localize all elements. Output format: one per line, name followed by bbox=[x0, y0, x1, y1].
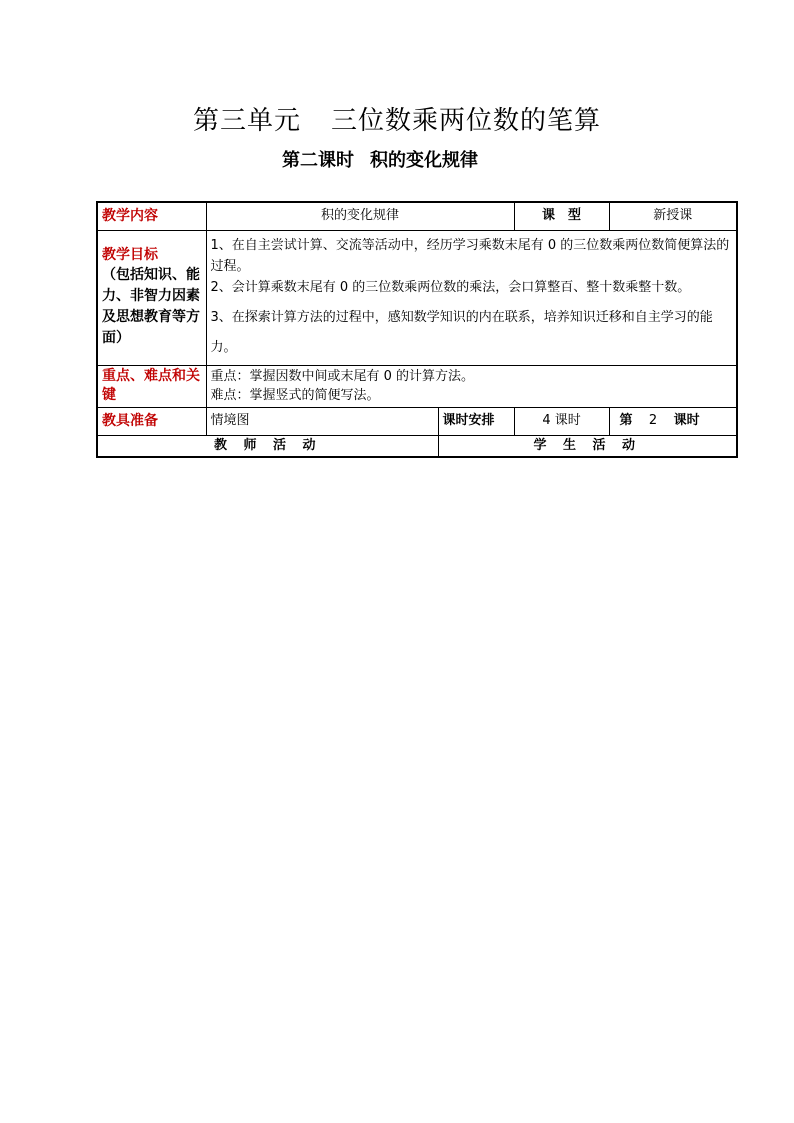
keypoints-content bbox=[206, 365, 737, 407]
tools-row bbox=[97, 407, 737, 435]
page-title bbox=[0, 100, 794, 137]
type-label: 课 型 bbox=[514, 202, 609, 230]
lesson-name: 积的变化规律 bbox=[370, 150, 478, 171]
keypoints-label: 重点、难点和关键 bbox=[97, 365, 206, 407]
lesson-number: 第二课时 bbox=[282, 150, 354, 171]
period-suffix: 课时 bbox=[673, 413, 700, 428]
difficult-point: 难点：掌握竖式的简便写法。 bbox=[210, 388, 380, 403]
goal-item: 1、在自主尝试计算、交流等活动中，经历学习乘数末尾有 0 的三位数乘两位数简便算法的过程。 bbox=[210, 237, 730, 274]
tools-label: 教具准备 bbox=[97, 407, 206, 435]
goals-label: 教学目标 bbox=[102, 246, 158, 263]
schedule-label: 课时安排 bbox=[438, 407, 514, 435]
tools-value: 情境图 bbox=[206, 407, 438, 435]
content-value: 积的变化规律 bbox=[206, 202, 514, 230]
key-point: 重点：掌握因数中间或末尾有 0 的计算方法。 bbox=[210, 369, 475, 384]
keypoints-row bbox=[97, 365, 737, 407]
period-number: 2 bbox=[648, 413, 658, 428]
goals-row bbox=[97, 230, 737, 365]
period-cell bbox=[609, 407, 737, 435]
goal-item: 3、在探索计算方法的过程中，感知数学知识的内在联系，培养知识迁移和自主学习的能力。 bbox=[210, 309, 713, 355]
content-row bbox=[97, 202, 737, 230]
teacher-activity-header: 教 师 活 动 bbox=[97, 435, 438, 457]
goals-label-cell bbox=[97, 230, 206, 365]
topic-title: 三位数乘两位数的笔算 bbox=[331, 106, 602, 136]
student-activity-header: 学 生 活 动 bbox=[438, 435, 737, 457]
lesson-plan-table bbox=[96, 201, 738, 458]
content-label: 教学内容 bbox=[97, 202, 206, 230]
goal-item: 2、会计算乘数末尾有 0 的三位数乘两位数的乘法，会口算整百、整十数乘整十数。 bbox=[210, 279, 691, 295]
goals-content bbox=[206, 230, 737, 365]
activity-header-row bbox=[97, 435, 737, 457]
goals-sublabel: （包括知识、能力、非智力因素及思想教育等方面） bbox=[102, 266, 200, 346]
lesson-subtitle bbox=[282, 146, 478, 172]
schedule-value: 4 课时 bbox=[514, 407, 609, 435]
period-prefix: 第 bbox=[619, 413, 633, 428]
type-value: 新授课 bbox=[609, 202, 737, 230]
unit-title: 第三单元 bbox=[192, 106, 301, 136]
